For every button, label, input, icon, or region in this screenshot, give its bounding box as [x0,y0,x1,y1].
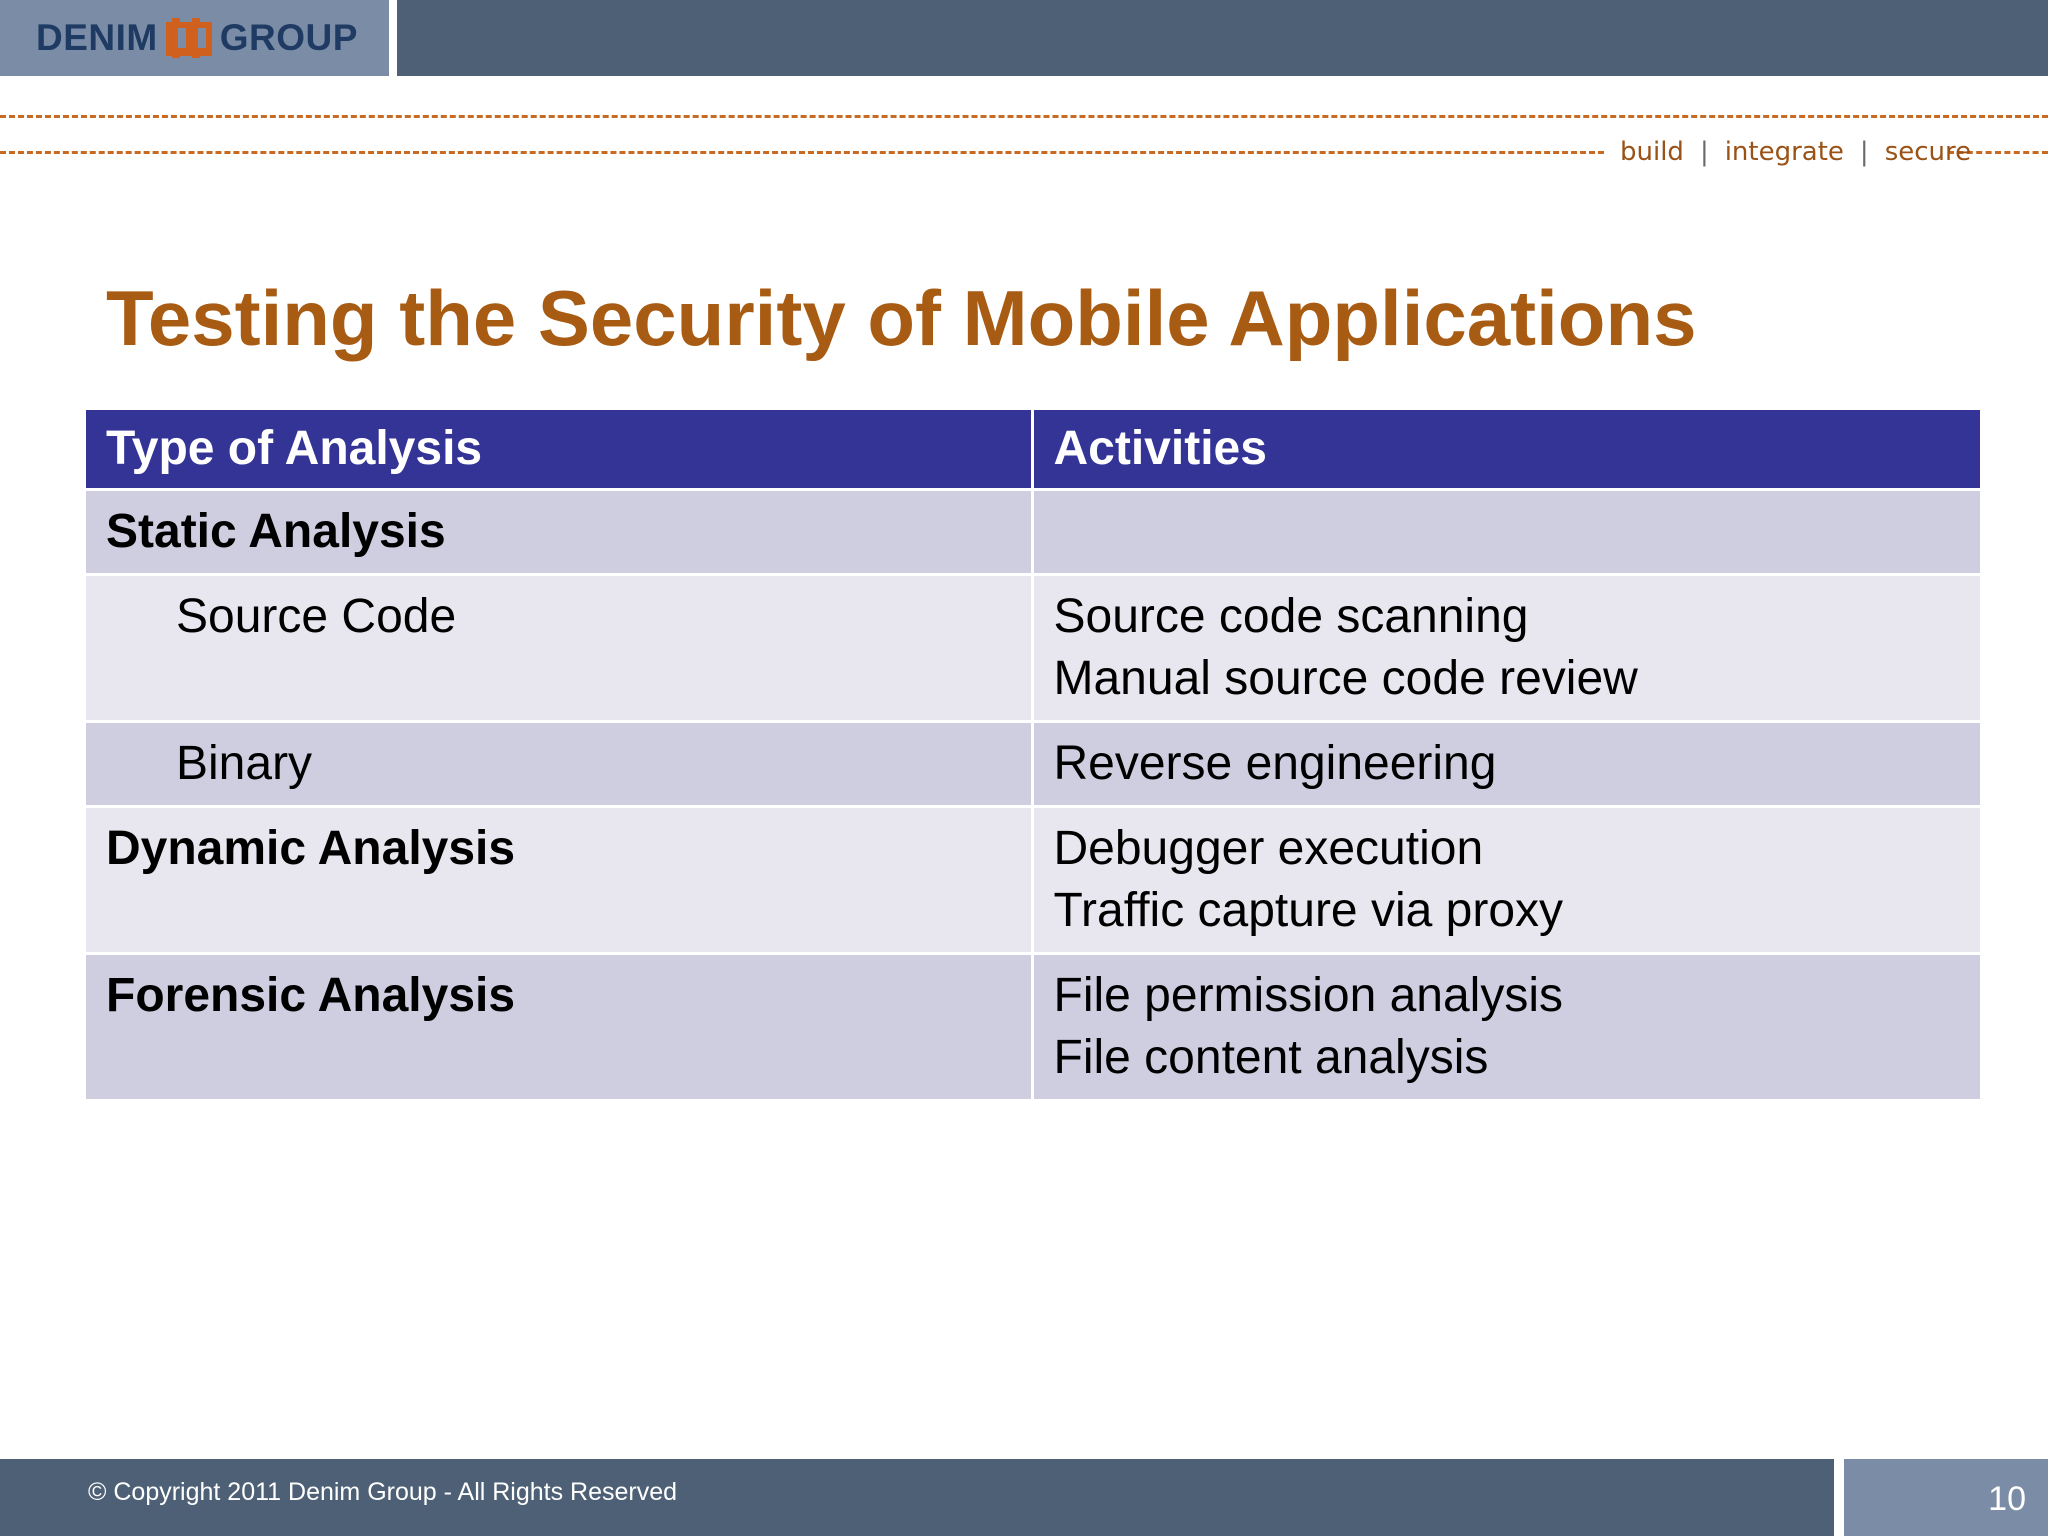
tagline-separator: | [1859,137,1869,167]
activity-item: Reverse engineering [1053,737,1497,790]
dashed-rule-bottom-left [0,151,1604,154]
column-header-activities: Activities [1032,410,1980,490]
table-row [86,490,1980,575]
logo-mark-icon [164,16,214,60]
logo-text-left: DENIM [36,17,158,58]
logo-text-right: GROUP [219,17,358,58]
analysis-subtype-cell: Source Code [86,575,1032,722]
analysis-type-cell: Forensic Analysis [86,954,1032,1101]
activities-cell [1032,722,1980,807]
table-header-row [86,410,1980,490]
activities-cell [1032,575,1980,722]
activities-cell [1032,954,1980,1101]
tagline-secure: secure [1884,137,1972,167]
column-header-type: Type of Analysis [86,410,1032,490]
page-number: 10 [1988,1480,2026,1518]
activity-item: File permission analysis [1053,969,1564,1022]
table-row [86,575,1980,722]
dashed-rule-top [0,115,2048,118]
table-row [86,954,1980,1101]
activity-item: Manual source code review [1053,652,1638,705]
analysis-type-cell: Static Analysis [86,490,1032,575]
analysis-subtype-cell: Binary [86,722,1032,807]
activity-item: File content analysis [1053,1031,1489,1084]
analysis-type-cell: Dynamic Analysis [86,807,1032,954]
logo-panel [0,0,389,76]
header-bar [397,0,2048,76]
tagline-build: build [1620,137,1684,167]
tagline-separator: | [1699,137,1709,167]
table-row [86,722,1980,807]
slide-title: Testing the Security of Mobile Applications [106,274,1697,362]
activities-cell [1032,807,1980,954]
analysis-table [86,410,1980,1102]
table-row [86,807,1980,954]
denim-group-logo [36,13,358,63]
tagline-integrate: integrate [1724,137,1844,167]
activity-item: Debugger execution [1053,822,1484,875]
activity-item: Source code scanning [1053,590,1529,643]
copyright-text: © Copyright 2011 Denim Group - All Rights Reserved [88,1478,678,1506]
activity-item: Traffic capture via proxy [1053,884,1564,937]
tagline [1620,134,1971,170]
activities-cell [1032,490,1980,575]
